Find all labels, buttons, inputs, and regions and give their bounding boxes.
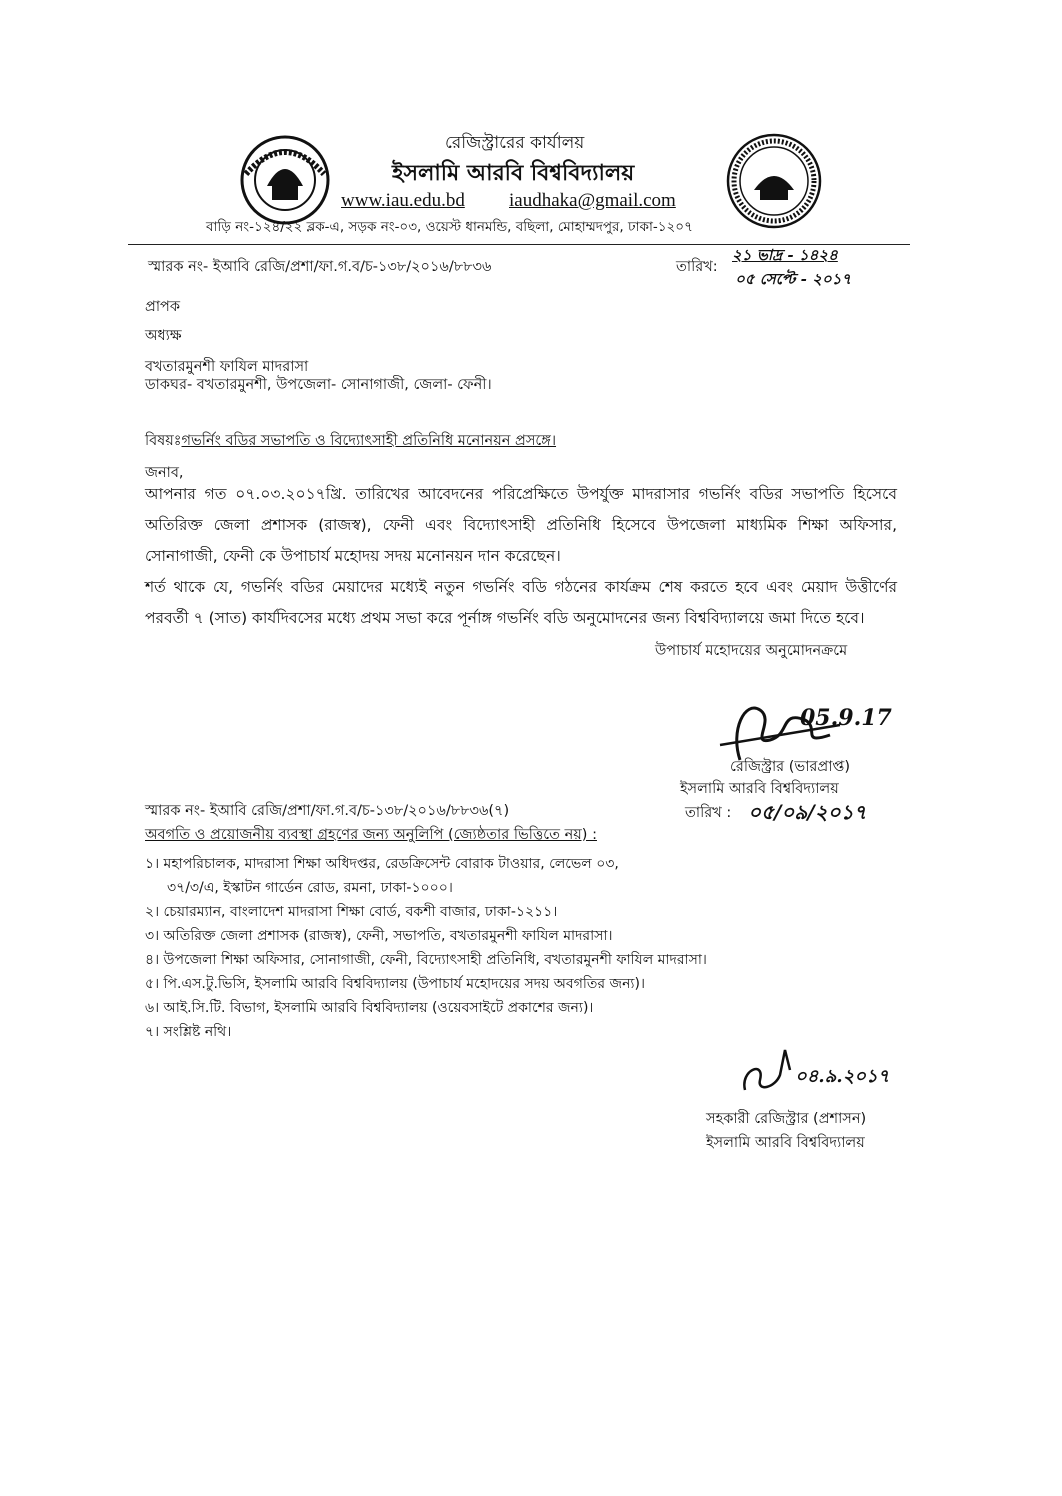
- memo-date-label: তারিখ:: [676, 259, 718, 275]
- signature-1-university: ইসলামি আরবি বিশ্ববিদ্যালয়: [680, 781, 839, 797]
- copy-memo-date: ০৫/০৯/২০১৭: [748, 800, 867, 824]
- copy-item: ৩। অতিরিক্ত জেলা প্রশাসক (রাজস্ব), ফেনী, সভাপতি, বখতারমুনশী ফাযিল মাদরাসা।: [145, 928, 613, 944]
- body-paragraph-2: শর্ত থাকে যে, গভর্নিং বডির মেয়াদের মধ্যেই নতুন গভর্নিং বডি গঠনের কার্যক্রম শেষ করতে হবে এবং মেয়াদ উত্তীর্ণের পরবর্তী ৭ (সাত) কার্যদিবসের মধ্যে প্রথম সভা করে পূর্নাঙ্গ গভর্নিং বডি অনুমোদনের জন্য বিশ্ববিদ্যালয়ে জমা দিতে হবে।: [145, 578, 897, 627]
- recipient-heading: প্রাপক: [145, 299, 181, 315]
- email-link[interactable]: iaudhaka@gmail.com: [509, 190, 676, 211]
- signature-2-designation: সহকারী রেজিস্ট্রার (প্রশাসন): [706, 1111, 867, 1127]
- copy-item: ৫। পি.এস.টু.ভিসি, ইসলামি আরবি বিশ্ববিদ্যালয় (উপাচার্য মহোদয়ের সদয় অবগতির জন্য)।: [145, 976, 645, 992]
- memo-date-bangla: ২১ ভাদ্র - ১৪২৪: [732, 246, 838, 264]
- recipient-title: অধ্যক্ষ: [145, 328, 182, 344]
- signature-1-designation: রেজিস্ট্রার (ভারপ্রাপ্ত): [730, 759, 851, 775]
- subject-label: বিষয়ঃ: [145, 433, 182, 449]
- recipient-institution: বখতারমুনশী ফাযিল মাদরাসা: [145, 359, 309, 375]
- university-name: ইসলামি আরবি বিশ্ববিদ্যালয়: [392, 161, 635, 186]
- copy-item: ৪। উপজেলা শিক্ষা অফিসার, সোনাগাজী, ফেনী, বিদ্যোৎসাহী প্রতিনিধি, বখতারমুনশী ফাযিল মাদরাসা।: [145, 952, 707, 968]
- subject-line: [145, 430, 556, 454]
- signature-2-date: ০৪.৯.২০১৭: [795, 1066, 890, 1087]
- copy-memo-number: স্মারক নং- ইআবি রেজি/প্রশা/ফা.গ.ব/চ-১৩৮/২০১৬/৮৮৩৬(৭): [145, 803, 510, 819]
- recipient-address: ডাকঘর- বখতারমুনশী, উপজেলা- সোনাগাজী, জেলা- ফেনী।: [145, 377, 492, 393]
- office-heading: রেজিস্ট্রারের কার্যালয়: [445, 133, 585, 153]
- university-logo: [236, 134, 334, 226]
- memo-number: স্মারক নং- ইআবি রেজি/প্রশা/ফা.গ.ব/চ-১৩৮/২০১৬/৮৮৩৬: [148, 259, 492, 275]
- subject-text: গভর্নিং বডির সভাপতি ও বিদ্যোৎসাহী প্রতিনিধি মনোনয়ন প্রসঙ্গে।: [181, 433, 557, 449]
- body-paragraph-1: আপনার গত ০৭.০৩.২০১৭খ্রি. তারিখের আবেদনের পরিপ্রেক্ষিতে উপর্যুক্ত মাদরাসার গভর্নিং বডির সভাপতি হিসেবে অতিরিক্ত জেলা প্রশাসক (রাজস্ব), ফেনী এবং বিদ্যোৎসাহী প্রতিনিধি হিসেবে উপজেলা মাধ্যমিক শিক্ষা অফিসার, সোনাগাজী, ফেনী কে উপাচার্য মহোদয় সদয় মনোনয়ন দান করেছেন।: [145, 485, 897, 565]
- copy-item: ৬। আই.সি.টি. বিভাগ, ইসলামি আরবি বিশ্ববিদ্যালয় (ওয়েবসাইটে প্রকাশের জন্য)।: [145, 1000, 594, 1016]
- signature-1-date: 05.9.17: [800, 705, 892, 731]
- salutation: জনাব,: [145, 465, 184, 481]
- website-link[interactable]: www.iau.edu.bd: [341, 190, 465, 211]
- header-address: বাড়ি নং-১২৪/২২ ব্লক-এ, সড়ক নং-০৩, ওয়েস্ট ধানমন্ডি, বছিলা, মোহাম্মদপুর, ঢাকা-১২০৭: [206, 219, 693, 235]
- copy-heading: অবগতি ও প্রয়োজনীয় ব্যবস্থা গ্রহণের জন্য অনুলিপি (জ্যেষ্ঠতার ভিত্তিতে নয়) :: [145, 827, 597, 843]
- copy-item: ২। চেয়ারম্যান, বাংলাদেশ মাদরাসা শিক্ষা বোর্ড, বকশী বাজার, ঢাকা-১২১১।: [145, 904, 558, 920]
- copy-item: ৭। সংশ্লিষ্ট নথি।: [145, 1024, 232, 1040]
- approval-note: উপাচার্য মহোদয়ের অনুমোদনক্রমে: [655, 643, 848, 659]
- copy-item: ১। মহাপরিচালক, মাদরাসা শিক্ষা অধিদপ্তর, রেডক্রিসেন্ট বোরাক টাওয়ার, লেভেল ০৩,: [145, 856, 619, 872]
- copy-item: ৩৭/৩/এ, ইস্কাটন গার্ডেন রোড, রমনা, ঢাকা-১০০০।: [167, 880, 453, 896]
- government-seal: [724, 132, 824, 230]
- copy-memo-date-label: তারিখ :: [685, 805, 732, 821]
- signature-2-university: ইসলামি আরবি বিশ্ববিদ্যালয়: [706, 1135, 865, 1151]
- memo-date-english: ০৫ সেপ্টে - ২০১৭: [735, 270, 852, 288]
